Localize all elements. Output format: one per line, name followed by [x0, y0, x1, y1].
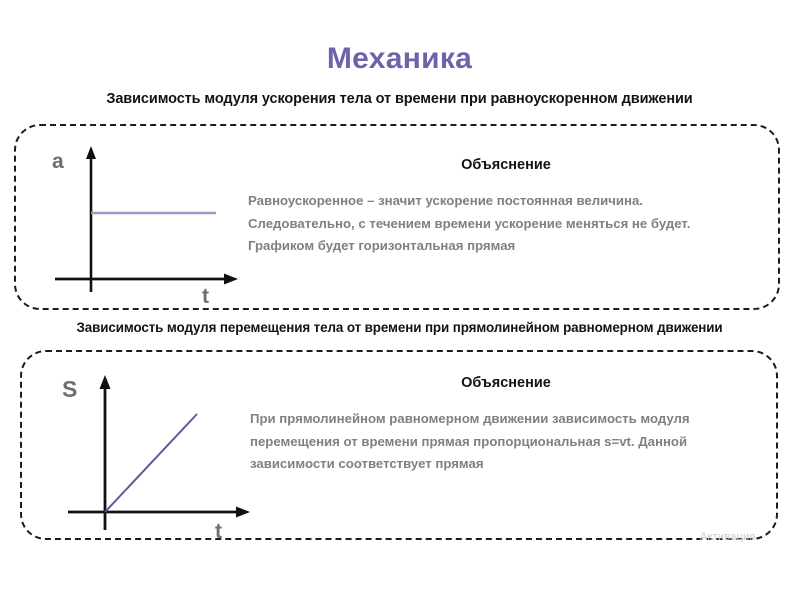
y-axis-label-s: S	[62, 376, 78, 402]
section-caption-acceleration: Зависимость модуля ускорения тела от времени при равноускоренном движении	[106, 91, 693, 107]
explanation-line-2: Следовательно, с течением времени ускорение меняться не будет.	[248, 215, 691, 231]
explanation-line-2: перемещения от времени прямая пропорциональная s=vt. Данной	[250, 433, 688, 449]
activation-watermark: Активация	[700, 531, 756, 543]
explanation-line-3: Графиком будет горизонтальная прямая	[248, 238, 516, 254]
explanation-heading: Объяснение	[461, 157, 551, 173]
graph-acceleration-vs-time	[52, 142, 252, 308]
y-axis-arrow-icon	[86, 146, 96, 159]
page-title: Механика	[326, 42, 473, 75]
explanation-block-displacement	[250, 376, 762, 476]
panel-displacement	[20, 350, 778, 543]
x-axis-arrow-icon	[236, 507, 250, 518]
section-caption-displacement: Зависимость модуля перемещения тела от времени при прямолинейном равномерном движении	[76, 320, 723, 335]
explanation-text	[250, 408, 762, 476]
graph-displacement-svg	[50, 366, 270, 536]
y-axis-label-a: a	[52, 150, 64, 173]
x-axis-label-t: t	[202, 285, 209, 308]
explanation-line-1: Равноускоренное – значит ускорение постоянная величина.	[248, 192, 643, 208]
x-axis-arrow-icon	[224, 274, 238, 285]
x-axis-label-t: t	[215, 520, 222, 543]
explanation-line-1: При прямолинейном равномерном движении зависимость модуля	[250, 410, 690, 426]
displacement-proportional-line	[105, 414, 197, 512]
explanation-text	[248, 190, 764, 258]
explanation-block-acceleration	[248, 158, 764, 258]
explanation-heading: Объяснение	[461, 375, 551, 391]
panel-acceleration	[14, 124, 780, 310]
explanation-line-3: зависимости соответствует прямая	[250, 456, 484, 472]
graph-acceleration-svg	[52, 142, 252, 302]
graph-displacement-vs-time	[50, 366, 270, 543]
y-axis-arrow-icon	[100, 375, 111, 389]
